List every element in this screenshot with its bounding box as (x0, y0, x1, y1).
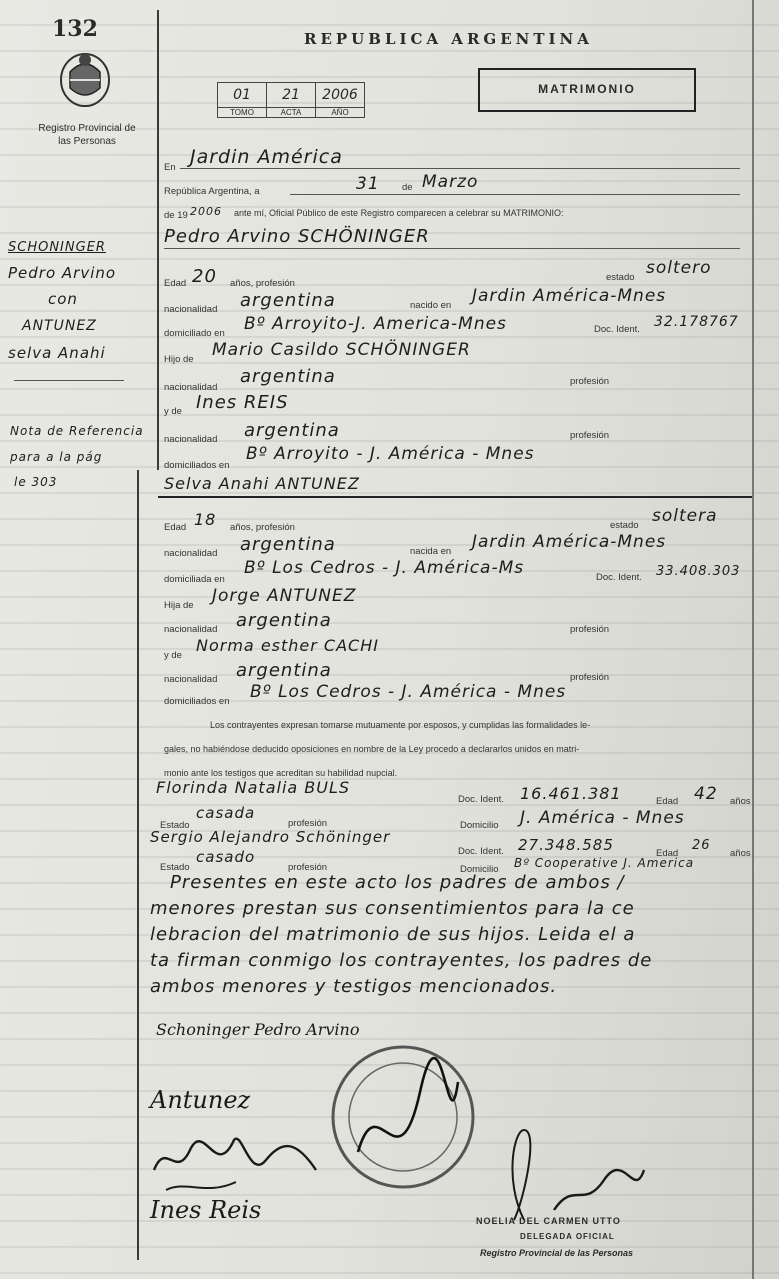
reference-note-line: le 303 (14, 475, 58, 489)
groom-father-nac: argentina (240, 366, 336, 387)
bride-nacionalidad: argentina (240, 534, 336, 555)
official-signature-scribble (494, 1120, 654, 1230)
official-org: Registro Provincial de las Personas (480, 1248, 634, 1258)
bride-doc-label: Doc. Ident. (596, 572, 642, 583)
fill-line (164, 248, 740, 249)
groom-anos-profesion-label: años, profesión (230, 278, 295, 289)
ano-label: AÑO (316, 108, 365, 118)
signature-groom: Schoninger Pedro Arvino (156, 1020, 360, 1039)
bride-mother-nac: argentina (236, 660, 332, 681)
bride-age: 18 (194, 510, 217, 529)
groom-father-nac-label: nacionalidad (164, 382, 218, 393)
bride-domicilio: Bº Los Cedros - J. América-Ms (244, 558, 525, 578)
registry-label: Registro Provincial de las Personas (38, 123, 136, 147)
ano-value: 2006 (316, 83, 365, 108)
groom-mother-profesion-label: profesión (570, 430, 610, 441)
fill-line (290, 194, 740, 195)
bride-mother: Norma esther CACHI (196, 636, 379, 655)
bride-domiciliada-label: domiciliada en (164, 574, 225, 585)
fill-line (180, 168, 740, 169)
notes-line: ambos menores y testigos mencionados. (150, 976, 558, 997)
en-label: En (164, 162, 176, 173)
groom-hijo-label: Hijo de (164, 354, 194, 365)
section-divider (158, 496, 752, 498)
witness1-doc-label: Doc. Ident. (458, 794, 504, 805)
margin-line: selva Anahi (8, 344, 106, 362)
bride-name: Selva Anahi ANTUNEZ (164, 474, 360, 493)
witness2-doc-label: Doc. Ident. (458, 846, 504, 857)
notes-line: menores prestan sus consentimientos para la ce (150, 898, 635, 919)
witness2-domicilio-label: Domicilio (460, 864, 499, 875)
witness2-anos-label: años (730, 848, 751, 859)
margin-rule-top (157, 10, 159, 470)
groom-estado-label: estado (606, 272, 635, 283)
signature-mother: Ines Reis (150, 1196, 262, 1224)
witness1-age: 42 (694, 784, 718, 804)
witness2-estado: casado (196, 848, 256, 866)
groom-name: Pedro Arvino SCHÖNINGER (164, 226, 430, 247)
bride-estado: soltera (652, 506, 718, 526)
witness2-estado-label: Estado (160, 862, 190, 873)
tomo-label: TOMO (218, 108, 267, 118)
groom-nacido: Jardin América-Mnes (472, 286, 667, 306)
republica-label: República Argentina, a (164, 186, 260, 197)
witness2-domicilio: Bº Cooperative J. America (514, 856, 695, 870)
margin-rule-bottom (137, 470, 139, 1260)
intro-month: Marzo (422, 172, 479, 192)
tomo-value: 01 (218, 83, 267, 108)
groom-estado: soltero (646, 258, 712, 278)
groom-age: 20 (192, 266, 217, 287)
groom-mother-nac-label: nacionalidad (164, 434, 218, 445)
bride-estado-label: estado (610, 520, 639, 531)
official-name: NOELIA DEL CARMEN UTTO (476, 1216, 621, 1226)
signature-bride: Antunez (150, 1086, 251, 1114)
groom-edad-label: Edad (164, 278, 187, 289)
bride-anos-profesion-label: años, profesión (230, 522, 295, 533)
witness2-doc: 27.348.585 (518, 836, 614, 854)
groom-parents-dom: Bº Arroyito - J. América - Mnes (246, 444, 535, 464)
groom-domiciliados-label: domiciliados en (164, 460, 230, 471)
groom-father: Mario Casildo SCHÖNINGER (212, 340, 471, 360)
witness2-edad-label: Edad (656, 848, 679, 859)
witness2-name: Sergio Alejandro Schöninger (150, 828, 391, 846)
intro-year: 2006 (190, 205, 222, 218)
intro-tail: ante mí, Oficial Público de este Registro comparecen a celebrar su MATRIMONIO: (234, 208, 564, 218)
witness1-domicilio-label: Domicilio (460, 820, 499, 831)
witness1-doc: 16.461.381 (520, 784, 622, 803)
margin-line: ANTUNEZ (22, 318, 97, 334)
bride-edad-label: Edad (164, 522, 187, 533)
signature-scribble (146, 1120, 346, 1200)
intro-place: Jardin América (190, 146, 343, 168)
official-title: DELEGADA OFICIAL (520, 1232, 615, 1241)
groom-domiciliado-label: domiciliado en (164, 328, 225, 339)
act-type-box: MATRIMONIO (478, 68, 696, 112)
register-table (217, 82, 365, 118)
bride-father-profesion-label: profesión (570, 624, 610, 635)
declaration-line: gales, no habiéndose deducido oposiciones en nombre de la Ley procedo a declararlos unidos en matri- (164, 744, 580, 754)
groom-nacionalidad: argentina (240, 290, 336, 311)
bride-domiciliados-label: domiciliados en (164, 696, 230, 707)
groom-doc: 32.178767 (654, 314, 739, 330)
bride-nacionalidad-label: nacionalidad (164, 548, 218, 559)
bride-nacida: Jardin América-Mnes (472, 532, 667, 552)
de-label: de (402, 182, 413, 193)
bride-mother-profesion-label: profesión (570, 672, 610, 683)
country-title: REPUBLICA ARGENTINA (304, 30, 593, 48)
acta-label: ACTA (267, 108, 316, 118)
bride-father: Jorge ANTUNEZ (212, 586, 357, 606)
groom-nacido-label: nacido en (410, 300, 452, 311)
right-edge-rule (752, 0, 754, 1279)
bride-doc: 33.408.303 (656, 564, 741, 579)
page-number: 132 (52, 16, 98, 42)
bride-father-nac-label: nacionalidad (164, 624, 218, 635)
margin-line: con (48, 290, 78, 308)
intro-day: 31 (356, 174, 380, 194)
declaration-line: Los contrayentes expresan tomarse mutuamente por esposos, y cumplidas las formalidades le- (210, 720, 591, 730)
margin-line: Pedro Arvino (8, 264, 117, 282)
notes-line: ta firman conmigo los contrayentes, los padres de (150, 950, 653, 971)
witness2-age: 26 (692, 838, 711, 853)
bride-hija-label: Hija de (164, 600, 194, 611)
witness1-estado: casada (196, 804, 256, 822)
witness1-domicilio: J. América - Mnes (520, 808, 685, 828)
groom-yde-label: y de (164, 406, 182, 417)
reference-note-line: Nota de Referencia (10, 424, 144, 438)
groom-father-profesion-label: profesión (570, 376, 610, 387)
notes-line: Presentes en este acto los padres de ambos / (170, 872, 625, 893)
groom-mother-nac: argentina (244, 420, 340, 441)
groom-doc-label: Doc. Ident. (594, 324, 640, 335)
bride-father-nac: argentina (236, 610, 332, 631)
witness1-edad-label: Edad (656, 796, 679, 807)
groom-mother: Ines REIS (196, 392, 289, 413)
declaration-line: monio ante los testigos que acreditan su habilidad nupcial. (164, 768, 398, 778)
witness2-profesion-label: profesión (288, 862, 328, 873)
margin-line: SCHONINGER (8, 240, 106, 255)
witness1-estado-label: Estado (160, 820, 190, 831)
bride-nacida-label: nacida en (410, 546, 452, 557)
bride-yde-label: y de (164, 650, 182, 661)
acta-value: 21 (267, 83, 316, 108)
groom-domicilio: Bº Arroyito-J. America-Mnes (244, 314, 507, 334)
reference-note-line: para a la pág (10, 450, 103, 464)
margin-rule (14, 380, 124, 381)
witness1-anos-label: años (730, 796, 751, 807)
witness1-profesion-label: profesión (288, 818, 328, 829)
bride-parents-dom: Bº Los Cedros - J. América - Mnes (250, 682, 567, 702)
de19-label: de 19 (164, 210, 188, 221)
groom-nacionalidad-label: nacionalidad (164, 304, 218, 315)
witness1-name: Florinda Natalia BULS (156, 778, 351, 797)
official-seal-icon (328, 1042, 478, 1192)
notes-line: lebracion del matrimonio de sus hijos. Leida el a (150, 924, 636, 945)
coat-of-arms-icon (56, 48, 114, 110)
bride-mother-nac-label: nacionalidad (164, 674, 218, 685)
